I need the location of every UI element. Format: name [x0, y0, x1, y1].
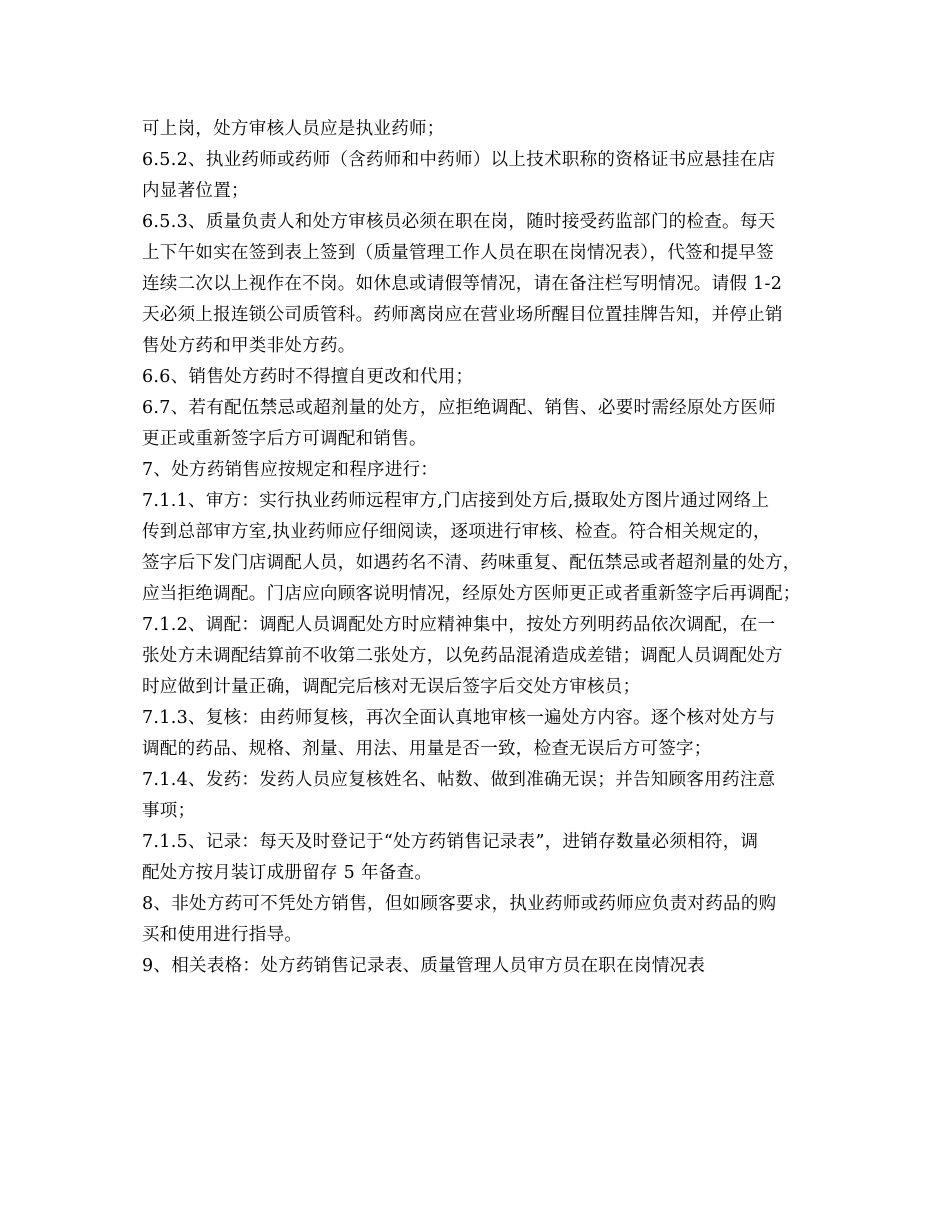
text-line: 6.5.2、执业药师或药师（含药师和中药师）以上技术职称的资格证书应悬挂在店 — [142, 150, 776, 170]
text-line: 连续二次以上视作在不岗。如休息或请假等情况，请在备注栏写明情况。请假 1-2 — [142, 274, 783, 294]
text-line: 签字后下发门店调配人员，如遇药名不清、药味重复、配伍禁忌或者超剂量的处方， — [142, 553, 801, 573]
text-line: 7.1.5、记录：每天及时登记于“处方药销售记录表”，进销存数量必须相符，调 — [142, 832, 759, 852]
text-line: 售处方药和甲类非处方药。 — [142, 336, 356, 356]
text-line: 7.1.1、审方：实行执业药师远程审方,门店接到处方后,摄取处方图片通过网络上 — [142, 491, 770, 511]
text-line: 上下午如实在签到表上签到（质量管理工作人员在职在岗情况表），代签和提早签 — [142, 243, 775, 263]
text-line: 天必须上报连锁公司质管科。药师离岗应在营业场所醒目位置挂牌告知，并停止销 — [142, 305, 783, 325]
text-line: 8、非处方药可不凭处方销售，但如顾客要求，执业药师或药师应负责对药品的购 — [142, 894, 777, 914]
text-line: 时应做到计量正确，调配完后核对无误后签字后交处方审核员； — [142, 677, 641, 697]
text-line: 6.7、若有配伍禁忌或超剂量的处方，应拒绝调配、销售、必要时需经原处方医师 — [142, 398, 776, 418]
text-line: 调配的药品、规格、剂量、用法、用量是否一致，检查无误后方可签字； — [142, 739, 712, 759]
text-line: 内显著位置； — [142, 181, 249, 201]
document-body — [142, 114, 822, 982]
text-line: 应当拒绝调配。门店应向顾客说明情况，经原处方医师更正或者重新签字后再调配； — [142, 584, 801, 604]
text-line: 9、相关表格：处方药销售记录表、质量管理人员审方员在职在岗情况表 — [142, 956, 706, 976]
text-line: 可上岗，处方审核人员应是执业药师； — [142, 119, 445, 139]
text-line: 张处方未调配结算前不收第二张处方，以免药品混淆造成差错；调配人员调配处方 — [142, 646, 783, 666]
text-line: 传到总部审方室,执业药师应仔细阅读，逐项进行审核、检查。符合相关规定的， — [142, 522, 771, 542]
text-line: 6.5.3、质量负责人和处方审核员必须在职在岗，随时接受药监部门的检查。每天 — [142, 212, 776, 232]
text-line: 7.1.3、复核：由药师复核，再次全面认真地审核一遍处方内容。逐个核对处方与 — [142, 708, 776, 728]
text-line: 7.1.2、调配：调配人员调配处方时应精神集中，按处方列明药品依次调配，在一 — [142, 615, 776, 635]
text-line: 更正或重新签字后方可调配和销售。 — [142, 429, 427, 449]
text-line: 买和使用进行指导。 — [142, 925, 303, 945]
text-line: 7.1.4、发药：发药人员应复核姓名、帖数、做到准确无误；并告知顾客用药注意 — [142, 770, 776, 790]
text-line: 7、处方药销售应按规定和程序进行： — [142, 460, 439, 480]
text-line: 6.6、销售处方药时不得擅自更改和代用； — [142, 367, 474, 387]
text-line: 事项； — [142, 801, 196, 821]
text-line: 配处方按月装订成册留存 5 年备查。 — [142, 863, 433, 883]
